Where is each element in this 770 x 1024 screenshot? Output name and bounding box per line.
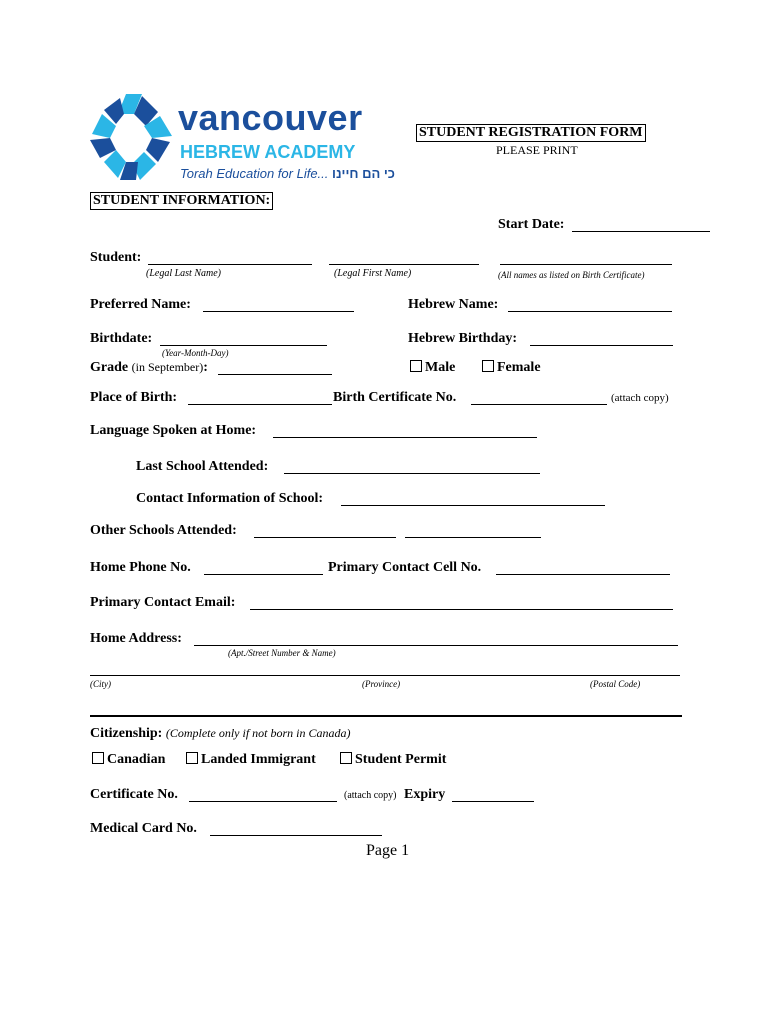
canadian-label: Canadian xyxy=(107,752,166,767)
expiry-label: Expiry xyxy=(404,787,446,802)
province-caption: (Province) xyxy=(362,679,401,689)
preferred-name-label: Preferred Name: xyxy=(90,297,191,312)
names-note: (All names as listed on Birth Certificate) xyxy=(498,270,645,280)
grade-label: Grade xyxy=(90,360,129,375)
certificate-label: Certificate No. xyxy=(90,787,178,802)
city-province-postal-field[interactable] xyxy=(90,675,680,676)
city-caption: (City) xyxy=(90,679,111,689)
student-permit-checkbox[interactable] xyxy=(340,752,352,764)
birth-cert-field[interactable] xyxy=(471,404,607,405)
preferred-name-field[interactable] xyxy=(203,311,354,312)
section-student-info: STUDENT INFORMATION: xyxy=(90,192,273,210)
school-logo xyxy=(86,92,396,184)
hebrew-birthday-label: Hebrew Birthday: xyxy=(408,331,518,346)
home-address-label: Home Address: xyxy=(90,631,182,646)
certificate-attach-note: (attach copy) xyxy=(344,790,397,801)
last-school-field[interactable] xyxy=(284,473,540,474)
landed-immigrant-checkbox[interactable] xyxy=(186,752,198,764)
place-of-birth-field[interactable] xyxy=(188,404,332,405)
hebrew-name-label: Hebrew Name: xyxy=(408,297,499,312)
birthdate-field[interactable] xyxy=(160,345,327,346)
home-phone-field[interactable] xyxy=(204,574,323,575)
primary-email-field[interactable] xyxy=(250,609,673,610)
language-field[interactable] xyxy=(273,437,537,438)
legal-first-name-field[interactable] xyxy=(329,264,479,265)
star-of-david-icon xyxy=(86,92,178,184)
page-number: Page 1 xyxy=(366,842,410,859)
primary-cell-field[interactable] xyxy=(496,574,670,575)
last-school-label: Last School Attended: xyxy=(136,459,269,474)
start-date-label: Start Date: xyxy=(498,217,565,232)
grade-field[interactable] xyxy=(218,374,332,375)
citizenship-label: Citizenship: xyxy=(90,726,163,741)
hebrew-birthday-field[interactable] xyxy=(530,345,673,346)
canadian-checkbox[interactable] xyxy=(92,752,104,764)
male-label: Male xyxy=(425,360,456,375)
logo-name: vancouver xyxy=(178,97,363,138)
male-checkbox[interactable] xyxy=(410,360,422,372)
ymd-caption: (Year-Month-Day) xyxy=(162,348,229,358)
other-schools-field-2[interactable] xyxy=(405,537,541,538)
birth-cert-label: Birth Certificate No. xyxy=(333,390,457,405)
start-date-field[interactable] xyxy=(572,231,710,232)
section-divider xyxy=(90,715,682,717)
student-label: Student: xyxy=(90,250,142,265)
logo-tagline: Torah Education for Life... xyxy=(180,166,329,181)
other-schools-label: Other Schools Attended: xyxy=(90,523,237,538)
certificate-field[interactable] xyxy=(189,801,337,802)
hebrew-name-field[interactable] xyxy=(508,311,672,312)
attach-copy-note: (attach copy) xyxy=(611,392,669,404)
home-phone-label: Home Phone No. xyxy=(90,560,191,575)
home-address-field[interactable] xyxy=(194,645,678,646)
citizenship-note: (Complete only if not born in Canada) xyxy=(165,726,351,740)
female-label: Female xyxy=(497,360,541,375)
medical-card-field[interactable] xyxy=(210,835,382,836)
other-names-field[interactable] xyxy=(500,264,672,265)
primary-email-label: Primary Contact Email: xyxy=(90,595,236,610)
language-label: Language Spoken at Home: xyxy=(90,423,257,438)
contact-school-field[interactable] xyxy=(341,505,605,506)
logo-subtitle: HEBREW ACADEMY xyxy=(180,142,356,162)
primary-cell-label: Primary Contact Cell No. xyxy=(328,560,482,575)
medical-card-label: Medical Card No. xyxy=(90,821,197,836)
other-schools-field-1[interactable] xyxy=(254,537,396,538)
female-checkbox[interactable] xyxy=(482,360,494,372)
postal-caption: (Postal Code) xyxy=(590,679,641,689)
form-title: STUDENT REGISTRATION FORM xyxy=(416,124,646,142)
legal-last-name-caption: (Legal Last Name) xyxy=(146,268,221,279)
birthdate-label: Birthdate: xyxy=(90,331,153,346)
legal-first-name-caption: (Legal First Name) xyxy=(334,268,412,279)
logo-hebrew: כי הם חיינו xyxy=(332,166,395,181)
grade-note: (in September) xyxy=(131,360,204,374)
apt-street-caption: (Apt./Street Number & Name) xyxy=(228,648,336,658)
student-permit-label: Student Permit xyxy=(355,752,447,767)
form-subtitle: PLEASE PRINT xyxy=(496,143,578,157)
legal-last-name-field[interactable] xyxy=(148,264,312,265)
landed-immigrant-label: Landed Immigrant xyxy=(201,752,316,767)
expiry-field[interactable] xyxy=(452,801,534,802)
contact-school-label: Contact Information of School: xyxy=(136,491,324,506)
place-of-birth-label: Place of Birth: xyxy=(90,390,178,405)
